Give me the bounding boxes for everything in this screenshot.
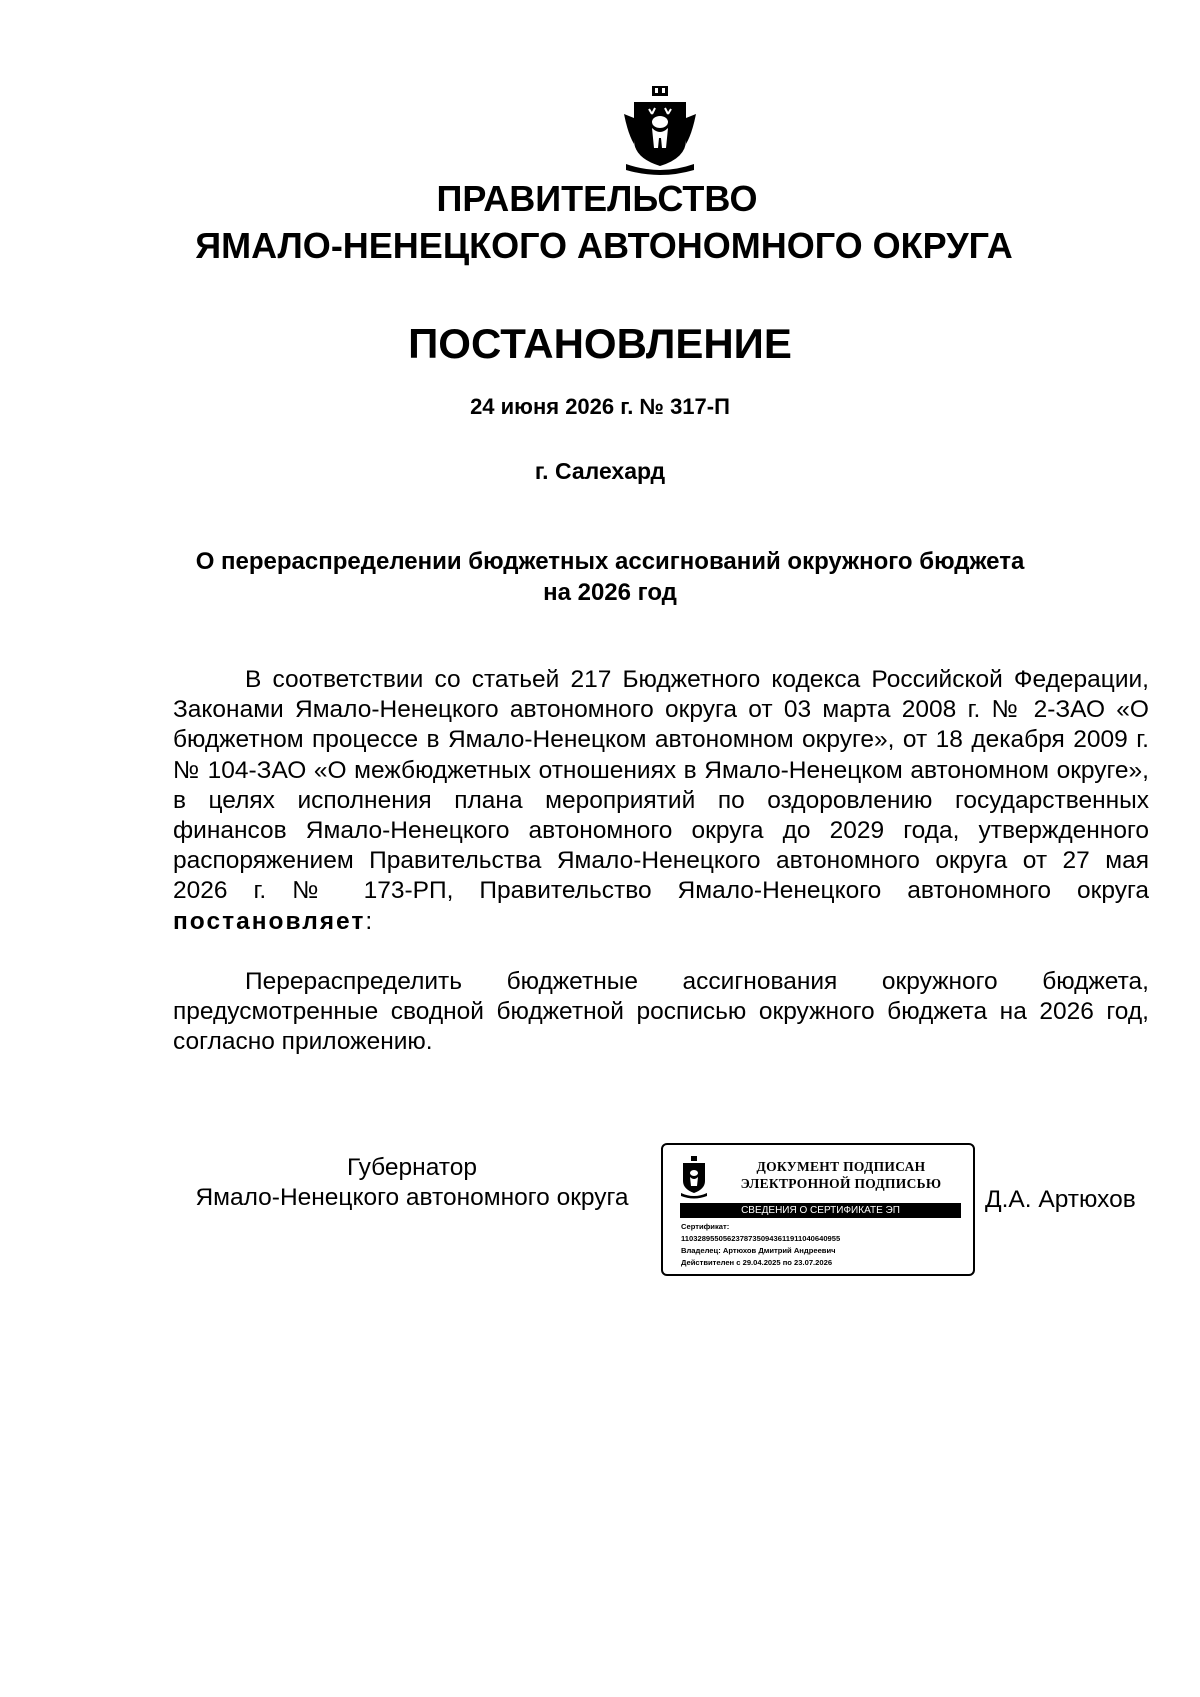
stamp-validity: Действителен с 29.04.2025 по 23.07.2026 xyxy=(681,1258,833,1267)
coat-of-arms-icon xyxy=(622,84,698,176)
document-date-number: 24 июня 2026 г. № 317-П xyxy=(470,394,730,419)
paragraph1-text: В соответствии со статьей 217 Бюджетного кодекса Российской Федерации, Законами Ямало-Ненецкого автономного округа от 03 марта 2008 г. № 2-ЗАО «О бюджетном процессе в Ямало-Ненецком автономном округе», от 18 декабря 2009 г. № 104-ЗАО «О межбюджетных отношениях в Ямало-Ненецком автономном округе», в целях исполнения плана мероприятий по оздоровлению государственных финансов Ямало-Ненецкого автономного округа до 2029 года, утвержденного распоряжением Правительства Ямало-Ненецкого автономного округа от 27 мая 2026 г. № 173-РП, Правительство Ямало-Ненецкого автономного округа xyxy=(173,666,1149,905)
stamp-certificate-number: 11032895505623787350943611911040640955 xyxy=(681,1234,841,1243)
org-name-line2: ЯМАЛО-НЕНЕЦКОГО АВТОНОМНОГО ОКРУГА xyxy=(195,225,1013,266)
stamp-title-line2: ЭЛЕКТРОННОЙ ПОДПИСЬЮ xyxy=(740,1176,942,1191)
subject-line2: на 2026 год xyxy=(543,579,677,606)
stamp-certificate-label: Сертификат: xyxy=(681,1222,730,1231)
document-subject xyxy=(150,546,1070,608)
subject-line1: О перераспределении бюджетных ассигнований окружного бюджета xyxy=(195,548,1025,575)
stamp-details xyxy=(681,1221,966,1269)
stamp-title xyxy=(723,1158,959,1192)
signer-position-line2: Ямало-Ненецкого автономного округа xyxy=(195,1184,629,1211)
stamp-title-line1: ДОКУМЕНТ ПОДПИСАН xyxy=(756,1159,926,1174)
body-paragraph-1 xyxy=(173,665,1149,937)
paragraph1-keyword: постановляет xyxy=(173,907,366,935)
document-city: г. Салехард xyxy=(534,458,666,484)
e-signature-stamp xyxy=(661,1143,975,1276)
stamp-certificate-bar: СВЕДЕНИЯ О СЕРТИФИКАТЕ ЭП xyxy=(680,1203,961,1218)
signer-position-line1: Губернатор xyxy=(347,1154,477,1181)
signer-name: Д.А. Артюхов xyxy=(985,1186,1136,1213)
stamp-owner: Владелец: Артюхов Дмитрий Андреевич xyxy=(681,1246,836,1255)
document-type: ПОСТАНОВЛЕНИЕ xyxy=(408,320,792,367)
body-paragraph-2 xyxy=(173,967,1149,1058)
paragraph2-text: Перераспределить бюджетные ассигнования окружного бюджета, предусмотренные сводной бюджетной росписью окружного бюджета на 2026 год, согласно приложению. xyxy=(173,968,1149,1056)
paragraph1-end: : xyxy=(365,907,373,935)
coat-of-arms-icon xyxy=(680,1155,708,1199)
signer-position xyxy=(150,1153,674,1213)
org-name-line1: ПРАВИТЕЛЬСТВО xyxy=(436,178,758,219)
